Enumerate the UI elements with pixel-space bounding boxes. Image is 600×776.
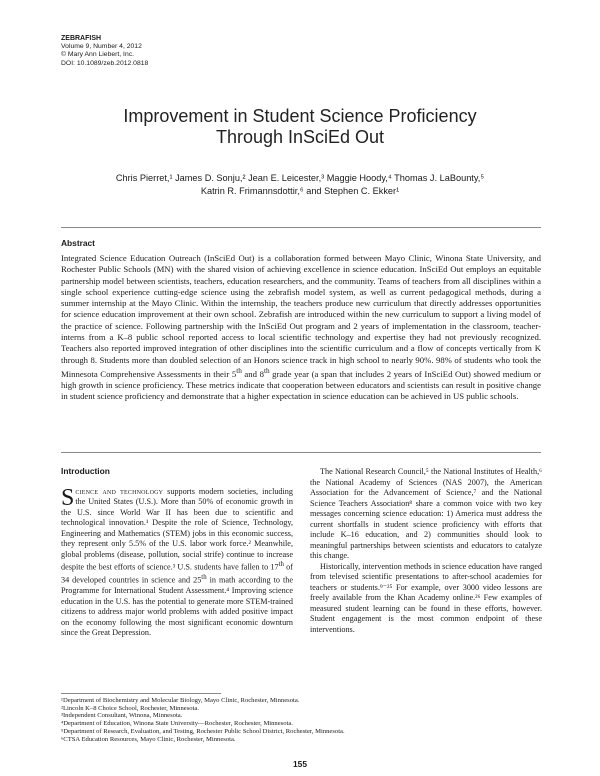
abstract-part-3: grade year (a span that includes 2 years of InSciEd Out) showed medium or high growth in science proficiency. These metrics indicate that cooperation between educators and scientists can result in positive change in student science proficiency and demonstrate that a higher expectation in science education can be achieved in US public schools. [61,368,542,402]
authors-line-1: Chris Pierret,¹ James D. Sonju,² Jean E. Leicester,³ Maggie Hoody,⁴ Thomas J. LaBounty,⁵ [115,173,485,183]
abstract-part-1: Integrated Science Education Outreach (InSciEd Out) is a collaboration formed between Mayo Clinic, Winona State University, and Rochester Public Schools (MN) with the shared vision of achieving excellence in science education. InSciEd Out employs an equitable partnership model between scientists, teachers, education researchers, and the community. Teams of teachers from all disciplines within a single school experience cutting-edge science using the zebrafish model system, as well as current pedagogical methods, during a summer internship at the Mayo Clinic. Within the internship, the teachers produce new curriculum that directly addresses opportunities for science education improvement at their own school. Zebrafish are introduced within the new curriculum to support a living model of the practice of science. Following partnership with the InSciEd Out program and 2 years of implementation in the classroom, teacher-interns from a K–8 public school reported access to local scientific technology and expertise they had not previously recognized. Teachers also reported improved integration of other disciplines into the scientific curriculum and a flow of concepts vertically from K through 8. Students more than doubled selection of an Honors science track in high school to nearly 90%. 98% of students who took the Minnesota Comprehensive Assessments in their 5 [61,253,541,379]
journal-name: ZEBRAFISH [61,35,102,42]
intro-p1-part-a: supports modern societies, including the United States (U.S.). More than 50% of economic growth in the U.S. since World War II has been due to scientific and technological innovation.¹ Despite the role of Science, Technology, Engineering and Mathematics (STEM) jobs in this economic success, they represent only 5.5% of the U.S. labor work force.² Meanwhile, global problems (disease, pollution, social strife) continue to increase despite the best efforts of science.³ U.S. students have fallen to 17 [61,486,293,572]
intro-sup-2: th [201,574,207,582]
title-line-1: Improvement in Student Science Proficiency [123,106,477,126]
abstract-part-2: and 8 [241,368,264,379]
footnote-2: ²Lincoln K–8 Choice School, Rochester, Minnesota. [61,704,199,712]
abstract-bottom-rule [61,452,541,453]
journal-header [61,35,261,68]
abstract-top-rule [61,227,541,228]
footnote-4: ⁴Department of Education, Winona State University—Rochester, Rochester, Minnesota. [61,720,293,728]
journal-copyright: © Mary Ann Liebert, Inc. [61,51,135,59]
intro-sup-1: th [278,561,284,568]
left-column [61,466,293,639]
introduction-heading: Introduction [61,466,110,476]
page-number: 155 [293,759,307,769]
article-title [40,106,560,148]
footnote-6: ⁶CTSA Education Resources, Mayo Clinic, Rochester, Minnesota. [61,735,236,743]
right-column [310,467,542,635]
drop-cap: S [61,484,75,511]
introduction-paragraph-3: Historically, intervention methods in science education have ranged from televised scientific presentations to after-school academies for teachers or students.⁹⁻²⁵ For example, over 3000 video lessons are freely available from the Khan Academy online.²⁶ Few examples of measured student learning can be found in these efforts, however. Student engagement is the most common endpoint of these interventions. [310,561,542,634]
journal-doi: DOI: 10.1089/zeb.2012.0818 [61,59,149,67]
authors-line-2: Katrin R. Frimannsdottir,⁶ and Stephen C. Ekker¹ [200,185,400,196]
footnote-1: ¹Department of Biochemistry and Molecular Biology, Mayo Clinic, Rochester, Minnesota. [61,697,300,704]
footnote-5: ⁵Department of Research, Evaluation, and Testing, Rochester Public School District, Rochester, Minnesota. [61,727,345,735]
footnote-3: ³Independent Consultant, Winona, Minnesota. [61,712,183,720]
affiliation-footnotes [61,697,541,743]
abstract-heading: Abstract [61,238,95,248]
title-line-2: Through InSciEd Out [215,127,385,147]
abstract-sup-1: th [236,366,242,375]
author-list [100,172,500,197]
small-caps-lead: cience and technology [75,486,164,496]
introduction-paragraph-1 [61,484,294,639]
abstract-sup-2: th [263,366,270,375]
intro-p1-part-c: in math according to the Programme for International Student Assessment.⁴ Improving science education in the U.S. has the potential to generate more STEM-trained citizens to address major world problems with added positive impact on the economy following the most significant economic downturn since the Great Depression. [61,575,293,638]
footnote-rule [61,693,221,694]
journal-volume: Volume 9, Number 4, 2012 [61,43,142,51]
introduction-paragraph-2: The National Research Council,⁵ the National Institutes of Health,⁶ the National Academy of Sciences (NAS 2007), the American Association for the Advancement of Science,⁷ and the National Science Teachers Association⁸ share a common voice with two key messages concerning science education: 1) America must address the current shortfalls in student science proficiency with efforts that include K–16 education, and 2) communities should look to meaningful partnerships between scientists and educators to catalyze this change. [310,467,542,560]
intro-p1-part-b: of 34 developed countries in science and 25 [61,562,294,585]
abstract-text [61,253,541,403]
